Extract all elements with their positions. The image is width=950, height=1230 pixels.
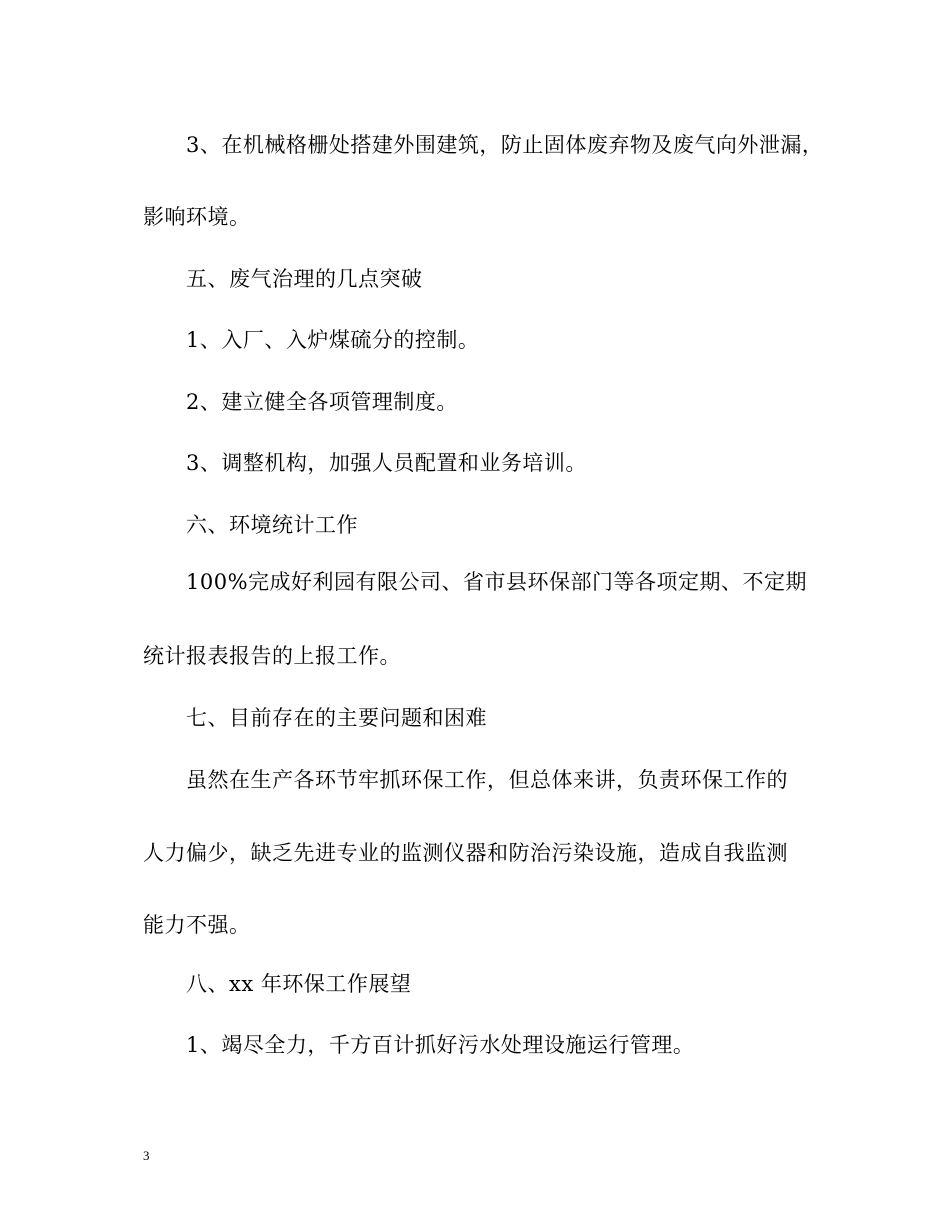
text-line: 3、在机械格栅处搭建外围建筑，防止固体废弃物及废气向外泄漏， [186,133,824,157]
text-line: 能力不强。 [143,913,251,937]
text-line: 人力偏少，缺乏先进专业的监测仪器和防治污染设施，造成自我监测 [143,841,788,865]
text-line: 2、建立健全各项管理制度。 [186,390,458,414]
section-heading: 八、xx 年环保工作展望 [186,972,412,996]
text-line: 100%完成好利园有限公司、省市县环保部门等各项定期、不定期 [186,570,808,594]
text-line: 3、调整机构，加强人员配置和业务培训。 [186,451,587,475]
section-heading: 六、环境统计工作 [186,513,358,537]
page-number: 3 [143,1148,150,1163]
text-line: 影响环境。 [143,205,251,229]
text-line: 1、竭尽全力，千方百计抓好污水处理设施运行管理。 [186,1033,695,1057]
section-heading: 七、目前存在的主要问题和困难 [186,706,487,730]
section-heading: 五、废气治理的几点突破 [186,267,423,291]
text-line: 虽然在生产各环节牢抓环保工作，但总体来讲，负责环保工作的 [186,768,788,792]
text-line: 1、入厂、入炉煤硫分的控制。 [186,328,480,352]
text-line: 统计报表报告的上报工作。 [143,644,401,668]
